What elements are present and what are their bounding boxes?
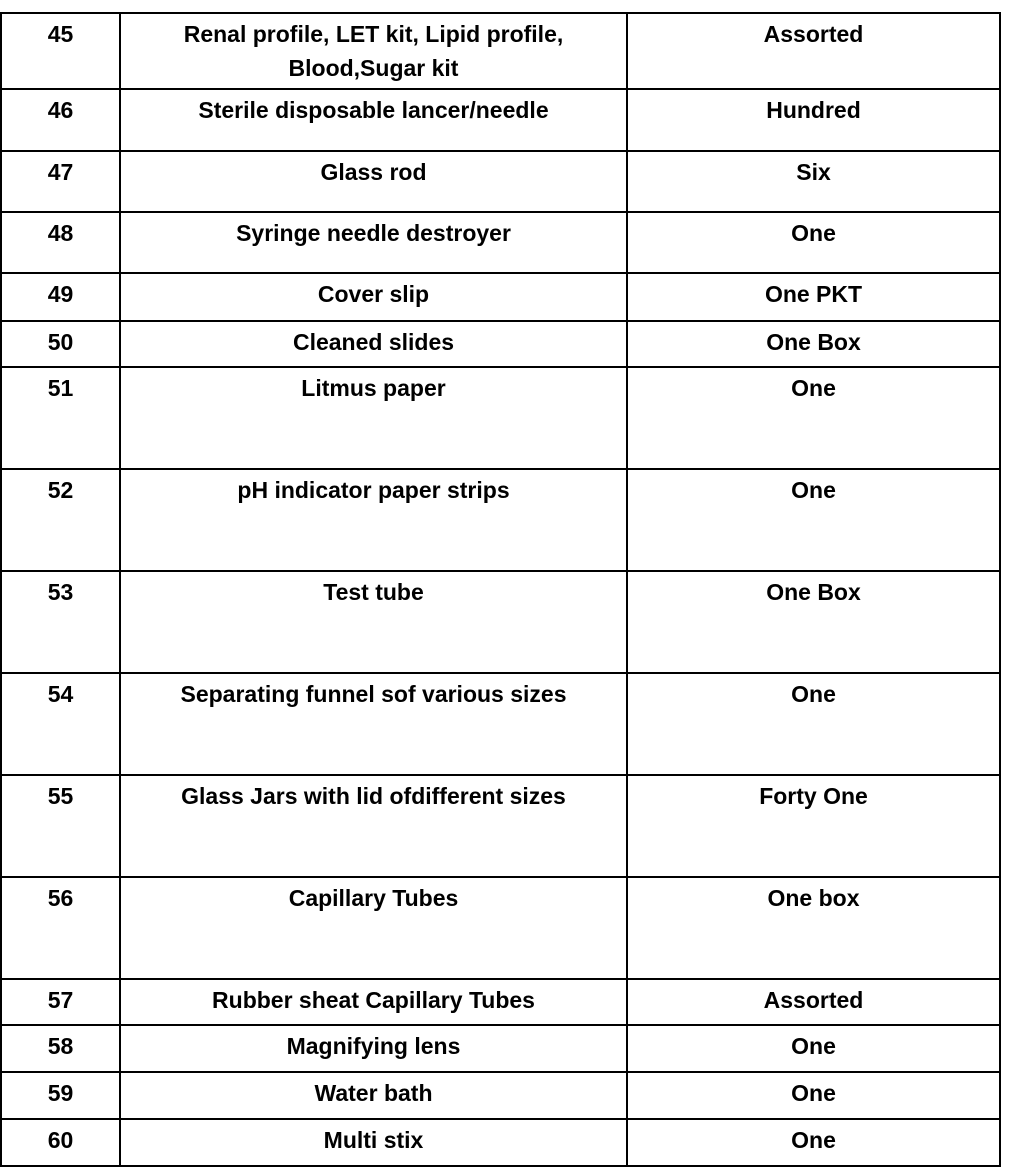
item-name-cell: Litmus paper [120,367,627,469]
serial-number-cell: 47 [1,151,120,212]
serial-number-cell: 59 [1,1072,120,1119]
quantity-cell: One Box [627,321,1000,367]
item-name-cell: Rubber sheat Capillary Tubes [120,979,627,1025]
table-row [1,1072,1000,1119]
serial-number-cell: 45 [1,13,120,89]
quantity-cell: One [627,367,1000,469]
quantity-cell: One PKT [627,273,1000,321]
quantity-cell: One [627,673,1000,775]
table-row [1,273,1000,321]
table-row [1,13,1000,89]
table-row [1,1119,1000,1166]
table-row [1,321,1000,367]
item-name-cell: Water bath [120,1072,627,1119]
item-name-cell: Cleaned slides [120,321,627,367]
table-row [1,877,1000,979]
item-name-cell: pH indicator paper strips [120,469,627,571]
serial-number-cell: 54 [1,673,120,775]
quantity-cell: One [627,1072,1000,1119]
serial-number-cell: 60 [1,1119,120,1166]
quantity-cell: One [627,212,1000,273]
item-name-cell: Glass rod [120,151,627,212]
table-row [1,89,1000,151]
quantity-cell: Hundred [627,89,1000,151]
item-name-cell: Renal profile, LET kit, Lipid profile, Blood,Sugar kit [120,13,627,89]
serial-number-cell: 52 [1,469,120,571]
quantity-cell: One [627,1119,1000,1166]
quantity-cell: One [627,1025,1000,1072]
table-row [1,151,1000,212]
serial-number-cell: 46 [1,89,120,151]
item-name-cell: Test tube [120,571,627,673]
items-table-body [1,13,1000,1166]
table-row [1,212,1000,273]
serial-number-cell: 51 [1,367,120,469]
items-table [0,12,1001,1167]
quantity-cell: Assorted [627,13,1000,89]
table-row [1,775,1000,877]
table-row [1,367,1000,469]
item-name-cell: Sterile disposable lancer/needle [120,89,627,151]
item-name-cell: Glass Jars with lid ofdifferent sizes [120,775,627,877]
serial-number-cell: 58 [1,1025,120,1072]
serial-number-cell: 53 [1,571,120,673]
item-name-cell: Syringe needle destroyer [120,212,627,273]
item-name-cell: Magnifying lens [120,1025,627,1072]
item-name-cell: Separating funnel sof various sizes [120,673,627,775]
item-name-cell: Multi stix [120,1119,627,1166]
serial-number-cell: 49 [1,273,120,321]
quantity-cell: One Box [627,571,1000,673]
quantity-cell: Assorted [627,979,1000,1025]
serial-number-cell: 48 [1,212,120,273]
quantity-cell: Six [627,151,1000,212]
serial-number-cell: 57 [1,979,120,1025]
quantity-cell: One box [627,877,1000,979]
table-row [1,979,1000,1025]
serial-number-cell: 56 [1,877,120,979]
item-name-cell: Capillary Tubes [120,877,627,979]
quantity-cell: One [627,469,1000,571]
serial-number-cell: 50 [1,321,120,367]
table-row [1,673,1000,775]
table-row [1,1025,1000,1072]
table-row [1,571,1000,673]
serial-number-cell: 55 [1,775,120,877]
table-row [1,469,1000,571]
item-name-cell: Cover slip [120,273,627,321]
quantity-cell: Forty One [627,775,1000,877]
